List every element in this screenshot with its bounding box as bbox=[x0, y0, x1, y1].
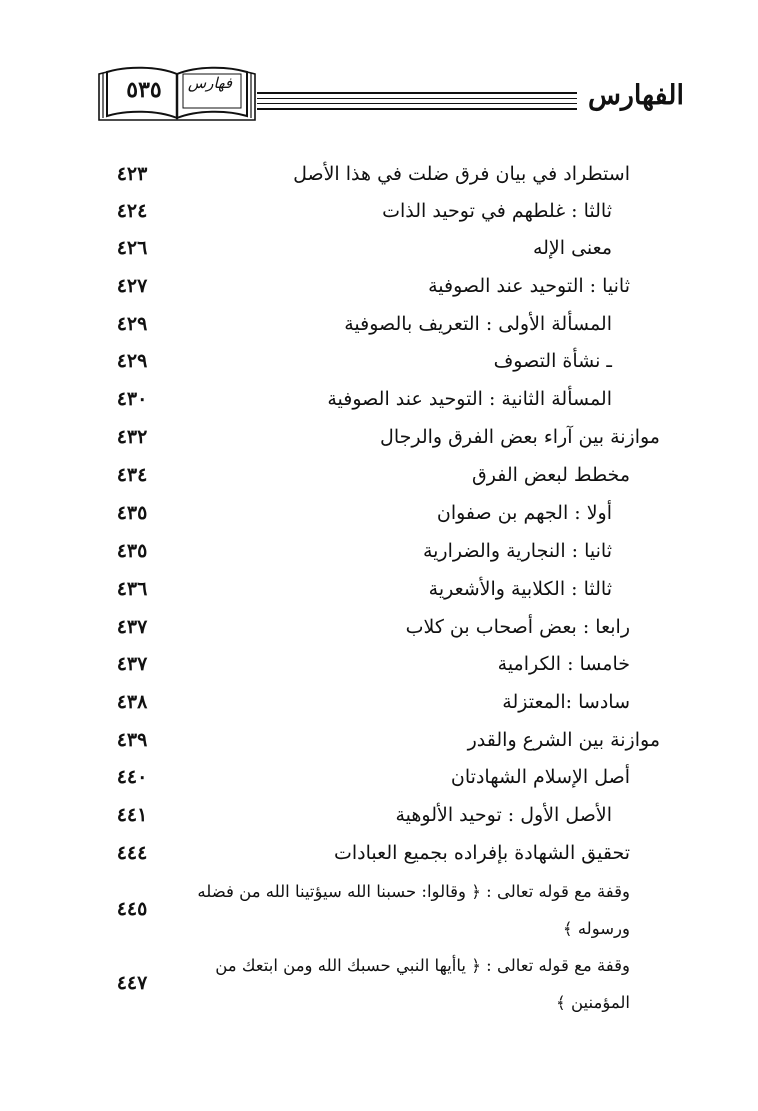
page-number: ٥٣٥ bbox=[126, 77, 162, 103]
entry-title: خامسا : الكرامية bbox=[497, 653, 630, 675]
entry-title: المسألة الأولى : التعريف بالصوفية bbox=[344, 313, 612, 335]
entry-title: ـ نشأة التصوف bbox=[493, 350, 612, 372]
entry-page: ٤٢٧ bbox=[116, 275, 148, 297]
entry-page: ٤٢٩ bbox=[116, 313, 148, 335]
entry-title: موازنة بين آراء بعض الفرق والرجال bbox=[380, 426, 660, 448]
entry-page: ٤٣٤ bbox=[116, 464, 148, 486]
entry-title: المسألة الثانية : التوحيد عند الصوفية bbox=[327, 388, 612, 410]
header-rule bbox=[257, 92, 577, 116]
entry-page: ٤٤٠ bbox=[116, 766, 148, 788]
entry-title: الأصل الأول : توحيد الألوهية bbox=[395, 804, 612, 826]
entry-page: ٤٣٥ bbox=[116, 502, 148, 524]
book-label: فهارس bbox=[187, 74, 233, 92]
rule-line bbox=[257, 92, 577, 94]
rule-line bbox=[257, 98, 577, 99]
entry-title: ثانيا : التوحيد عند الصوفية bbox=[428, 275, 630, 297]
entry-page: ٤٣٩ bbox=[116, 729, 148, 751]
entry-title: سادسا :المعتزلة bbox=[502, 691, 630, 713]
page-header bbox=[0, 0, 758, 130]
entry-title: موازنة بين الشرع والقدر bbox=[467, 729, 660, 751]
entry-title: وقفة مع قوله تعالى : ﴿ وقالوا: حسبنا الله سيؤتينا الله من فضله ورسوله ﴾ bbox=[197, 882, 630, 938]
entry-page: ٤٢٦ bbox=[116, 237, 148, 259]
rule-line bbox=[257, 108, 577, 110]
entry-title: ثالثا : الكلابية والأشعرية bbox=[428, 578, 612, 600]
entry-page: ٤٢٤ bbox=[116, 200, 148, 222]
entry-page: ٤٢٩ bbox=[116, 350, 148, 372]
entry-page: ٤٤٤ bbox=[116, 842, 148, 864]
entry-title: معنى الإله bbox=[532, 237, 612, 259]
entry-title: وقفة مع قوله تعالى : ﴿ ياأيها النبي حسبك الله ومن ابتعك من المؤمنين ﴾ bbox=[215, 956, 630, 1012]
page-number-badge bbox=[97, 62, 257, 122]
entry-title: ثانيا : النجارية والضرارية bbox=[422, 540, 612, 562]
entry-title: ثالثا : غلطهم في توحيد الذات bbox=[382, 200, 612, 222]
section-title: الفهارس bbox=[587, 80, 684, 111]
entry-title: رابعا : بعض أصحاب بن كلاب bbox=[405, 616, 630, 638]
entry-page: ٤٤١ bbox=[116, 804, 148, 826]
entry-page: ٤٣٦ bbox=[116, 578, 148, 600]
entry-page: ٤٣٧ bbox=[116, 616, 148, 638]
entry-page: ٤٣٢ bbox=[116, 426, 148, 448]
entry-title: أولا : الجهم بن صفوان bbox=[436, 502, 612, 524]
entry-page: ٤٤٥ bbox=[116, 898, 148, 920]
entry-title: أصل الإسلام الشهادتان bbox=[450, 766, 630, 788]
entry-title: تحقيق الشهادة بإفراده بجميع العبادات bbox=[334, 842, 630, 864]
entry-title: استطراد في بيان فرق ضلت في هذا الأصل bbox=[293, 163, 630, 185]
entry-title: مخطط لبعض الفرق bbox=[471, 464, 630, 486]
entry-page: ٤٣٥ bbox=[116, 540, 148, 562]
entry-page: ٤٣٧ bbox=[116, 653, 148, 675]
entry-page: ٤٢٣ bbox=[116, 163, 148, 185]
entry-page: ٤٣٠ bbox=[116, 388, 148, 410]
rule-line bbox=[257, 103, 577, 104]
entry-page: ٤٤٧ bbox=[116, 972, 148, 994]
entry-page: ٤٣٨ bbox=[116, 691, 148, 713]
